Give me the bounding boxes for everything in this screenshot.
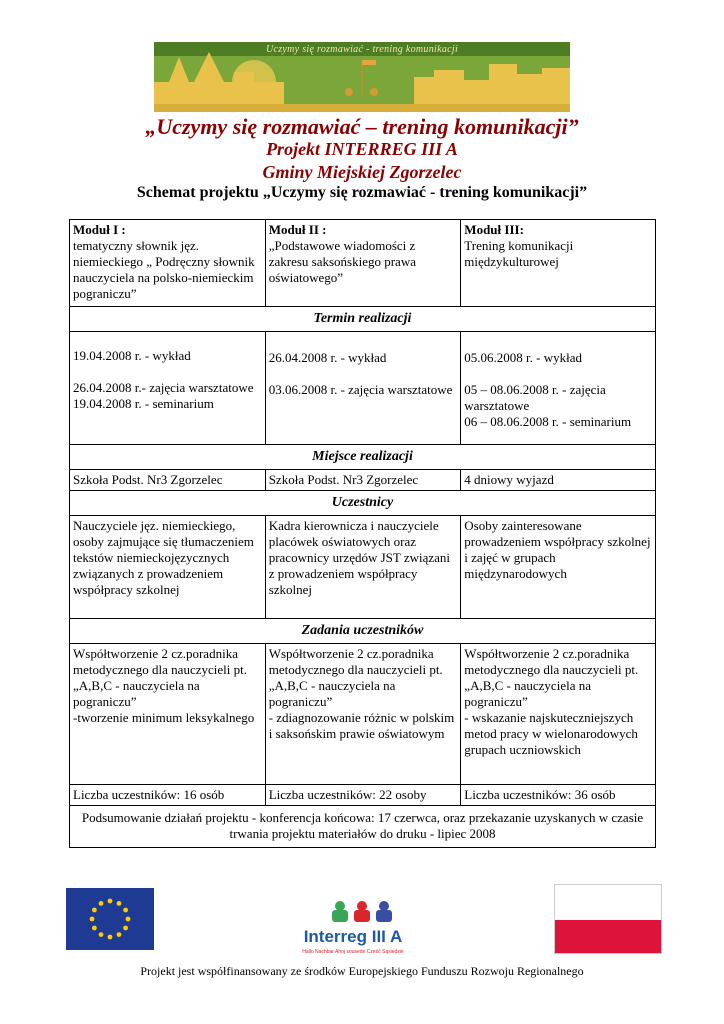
uczestnicy-cell: Kadra kierownicza i nauczyciele placówek oświatowych oraz pracownicy urzędów JST związani z prowadzeniem współpracy szkolnej: [265, 516, 461, 619]
zadania-cell: [70, 644, 266, 785]
termin-line: 05.06.2008 r. - wykład: [464, 350, 583, 365]
termin-line: 05 – 08.06.2008 r. - zajęcia warsztatowe: [464, 382, 606, 413]
module-cell: [70, 220, 266, 307]
uczestnicy-cell: Nauczyciele jęz. niemieckiego, osoby zajmujące się tłumaczeniem tekstów niemieckojęzycznych związanych z prowadzeniem współpracy szkolnej: [70, 516, 266, 619]
uczestnicy-cell: Osoby zainteresowane prowadzeniem współpracy szkolnej i zajęć w grupach międzynarodowych: [461, 516, 656, 619]
module-desc: Trening komunikacji międzykulturowej: [464, 238, 574, 269]
summary-cell: Podsumowanie działań projektu - konferencja końcowa: 17 czerwca, oraz przekazanie uzyskanych w czasie trwania projektu materiałów do druku - lipiec 2008: [70, 806, 656, 848]
module-desc: „Podstawowe wiadomości z zakresu saksońskiego prawa oświatowego”: [268, 238, 416, 285]
termin-line: 26.04.2008 r. - wykład: [268, 350, 387, 365]
termin-line: 03.06.2008 r. - zajęcia warsztatowe: [268, 382, 453, 397]
module-cell: [265, 220, 461, 307]
zadania-text: Współtworzenie 2 cz.poradnika metodycznego dla nauczycieli pt. „A,B,C - nauczyciela na pograniczu”: [268, 646, 443, 709]
zadania-text: Współtworzenie 2 cz.poradnika metodycznego dla nauczycieli pt. „A,B,C - nauczyciela na pograniczu”: [464, 646, 639, 709]
miejsce-row: [70, 470, 656, 491]
page-title: „Uczymy się rozmawiać – trening komunikacji”: [145, 114, 579, 139]
termin-line: 26.04.2008 r.- zajęcia warsztatowe: [73, 380, 254, 395]
puzzle-figures-icon: [288, 898, 418, 928]
termin-line: 19.04.2008 r. - seminarium: [73, 396, 214, 411]
zadania-cell: [461, 644, 656, 785]
miejsce-cell: 4 dniowy wyjazd: [461, 470, 656, 491]
section-heading-termin: Termin realizacji: [70, 307, 656, 332]
project-subtitle: Projekt INTERREG III A: [266, 139, 458, 159]
flag-white-band: [555, 885, 661, 920]
eu-flag-logo: [66, 888, 154, 950]
liczba-cell: Liczba uczestników: 16 osób: [70, 785, 266, 806]
termin-cell: [461, 332, 656, 445]
project-schema-table: [69, 219, 656, 848]
miejsce-cell: Szkoła Podst. Nr3 Zgorzelec: [70, 470, 266, 491]
zadania-cell: [265, 644, 461, 785]
banner-text: Uczymy się rozmawiać - trening komunikacji: [265, 44, 459, 55]
liczba-row: [70, 785, 656, 806]
zadania-text: Współtworzenie 2 cz.poradnika metodycznego dla nauczycieli pt. „A,B,C - nauczyciela na pograniczu”: [73, 646, 247, 709]
footer-funding-note: Projekt jest współfinansowany ze środków Europejskiego Funduszu Rozwoju Regionalnego: [140, 964, 584, 978]
interreg-logo: [288, 898, 418, 958]
modules-row: [70, 220, 656, 307]
eu-stars-icon: [66, 888, 154, 950]
zadania-text: - zdiagnozowanie różnic w polskim i saksońskim prawie oświatowym: [268, 710, 455, 741]
module-name: Moduł I :: [73, 222, 126, 237]
zadania-row: [70, 644, 656, 785]
section-heading-miejsce: Miejsce realizacji: [70, 445, 656, 470]
module-name: Moduł II :: [268, 222, 327, 237]
municipality-subtitle: Gminy Miejskiej Zgorzelec: [262, 162, 462, 182]
polish-flag-logo: [554, 884, 662, 954]
zadania-text: - wskazanie najskuteczniejszych metod pracy w wielonarodowych grupach uczniowskich: [464, 710, 638, 757]
interreg-name: Interreg: [303, 927, 367, 946]
termin-cell: [70, 332, 266, 445]
header-banner: [154, 42, 570, 112]
module-desc: tematyczny słownik jęz. niemieckiego „ Podręczny słownik nauczyciela na polsko-niemieckim pograniczu”: [73, 238, 255, 301]
liczba-cell: Liczba uczestników: 22 osoby: [265, 785, 461, 806]
termin-row: [70, 332, 656, 445]
zadania-text: -tworzenie minimum leksykalnego: [73, 710, 255, 725]
module-name: Moduł III:: [464, 222, 524, 237]
uczestnicy-row: [70, 516, 656, 619]
termin-line: 06 – 08.06.2008 r. - seminarium: [464, 414, 632, 429]
schema-heading: Schemat projektu „Uczymy się rozmawiać - trening komunikacji”: [136, 184, 588, 201]
miejsce-cell: Szkoła Podst. Nr3 Zgorzelec: [265, 470, 461, 491]
termin-cell: [265, 332, 461, 445]
section-heading-uczestnicy: Uczestnicy: [70, 491, 656, 516]
module-cell: [461, 220, 656, 307]
interreg-tagline: Hallo Nachbar Ahoj sousede Cześć Sąsiedzie: [302, 949, 404, 955]
section-heading-zadania: Zadania uczestników: [70, 619, 656, 644]
flag-red-band: [555, 920, 661, 954]
termin-line: 19.04.2008 r. - wykład: [73, 348, 191, 363]
interreg-suffix: III A: [371, 927, 403, 946]
liczba-cell: Liczba uczestników: 36 osób: [461, 785, 656, 806]
